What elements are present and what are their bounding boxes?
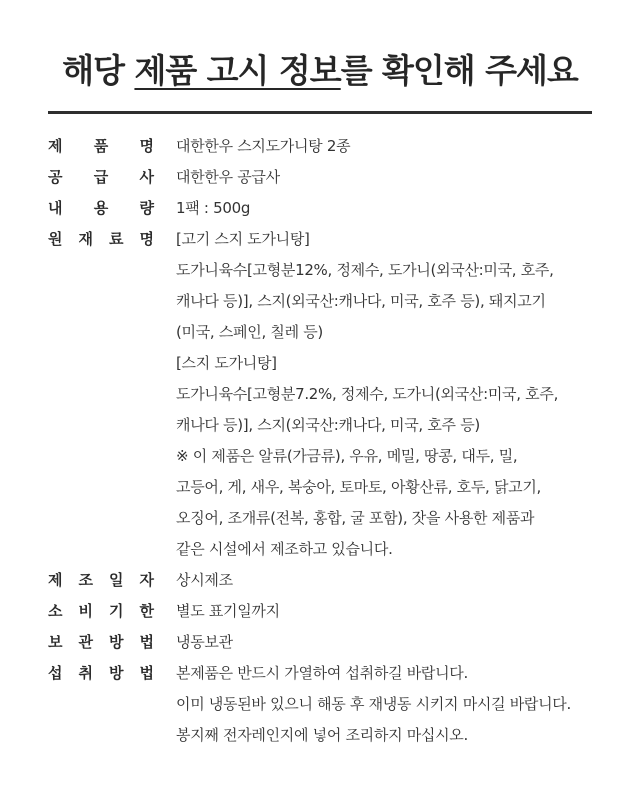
info-value-line: 별도 표기일까지 xyxy=(176,602,280,620)
info-value-line: [고기 스지 도가니탕] xyxy=(176,230,310,248)
info-row xyxy=(48,565,608,596)
info-table xyxy=(48,131,608,751)
info-value xyxy=(176,162,608,193)
info-value xyxy=(176,565,608,596)
info-value-line: 캐나다 등)], 스지(외국산:캐나다, 미국, 호주 등) xyxy=(176,416,480,434)
info-label xyxy=(48,627,154,658)
info-value-line: 냉동보관 xyxy=(176,633,233,651)
info-value-line: 도가니육수[고형분12%, 정제수, 도가니(외국산:미국, 호주, xyxy=(176,261,554,279)
info-label-char: 내 xyxy=(48,199,63,217)
info-label-char: 명 xyxy=(139,230,154,248)
info-label-char: 법 xyxy=(139,633,154,651)
info-label-char: 공 xyxy=(48,168,63,186)
page-title xyxy=(0,46,640,96)
info-label-char: 기 xyxy=(109,602,124,620)
info-row xyxy=(48,193,608,224)
info-value-line: 도가니육수[고형분7.2%, 정제수, 도가니(외국산:미국, 호주, xyxy=(176,385,559,403)
info-value-line: 상시제조 xyxy=(176,571,233,589)
info-row xyxy=(48,162,608,193)
info-label xyxy=(48,658,154,689)
info-row xyxy=(48,224,608,565)
info-label-char: 관 xyxy=(78,633,93,651)
info-label-char: 제 xyxy=(48,137,63,155)
info-value-line: 같은 시설에서 제조하고 있습니다. xyxy=(176,540,393,558)
info-value xyxy=(176,131,608,162)
info-row xyxy=(48,596,608,627)
info-label-char: 소 xyxy=(48,602,63,620)
info-label xyxy=(48,565,154,596)
info-value-line: 오징어, 조개류(전복, 홍합, 굴 포함), 잣을 사용한 제품과 xyxy=(176,509,535,527)
info-value xyxy=(176,627,608,658)
info-label-char: 섭 xyxy=(48,664,63,682)
info-label-char: 법 xyxy=(139,664,154,682)
info-label-char: 방 xyxy=(109,664,124,682)
info-label-char: 재 xyxy=(78,230,93,248)
info-label-char: 일 xyxy=(109,571,124,589)
info-value-line: 고등어, 게, 새우, 복숭아, 토마토, 아황산류, 호두, 닭고기, xyxy=(176,478,542,496)
info-value xyxy=(176,224,608,565)
info-label-char: 급 xyxy=(93,168,109,186)
info-label xyxy=(48,162,154,193)
info-value-line: 캐나다 등)], 스지(외국산:캐나다, 미국, 호주 등), 돼지고기 xyxy=(176,292,546,310)
info-value-line: 봉지째 전자레인지에 넣어 조리하지 마십시오. xyxy=(176,726,468,744)
info-label-char: 한 xyxy=(139,602,154,620)
info-row xyxy=(48,627,608,658)
info-label-char: 품 xyxy=(93,137,109,155)
info-label-char: 원 xyxy=(48,230,63,248)
info-label-char: 사 xyxy=(139,168,154,186)
info-label xyxy=(48,596,154,627)
info-label-char: 보 xyxy=(48,633,63,651)
info-label xyxy=(48,131,154,162)
info-label-char: 방 xyxy=(109,633,124,651)
info-row xyxy=(48,131,608,162)
info-label-char: 명 xyxy=(139,137,154,155)
info-label xyxy=(48,193,154,224)
title-prefix: 해당 xyxy=(62,51,135,90)
info-label-char: 제 xyxy=(48,571,63,589)
info-label-char: 료 xyxy=(109,230,124,248)
info-value-line: 본제품은 반드시 가열하여 섭취하길 바랍니다. xyxy=(176,664,468,682)
info-value-line: [스지 도가니탕] xyxy=(176,354,277,372)
title-underlined: 제품 고시 정보 xyxy=(134,51,341,90)
info-row xyxy=(48,658,608,751)
title-suffix: 를 확인해 주세요 xyxy=(340,51,578,90)
info-value xyxy=(176,658,608,751)
info-label-char: 자 xyxy=(139,571,154,589)
title-divider xyxy=(48,111,592,114)
info-value-line: 대한한우 공급사 xyxy=(176,168,280,186)
info-value xyxy=(176,193,608,224)
info-value-line: ※ 이 제품은 알류(가금류), 우유, 메밀, 땅콩, 대두, 밀, xyxy=(176,447,518,465)
info-value-line: 이미 냉동된바 있으니 해동 후 재냉동 시키지 마시길 바랍니다. xyxy=(176,695,571,713)
info-value-line: (미국, 스페인, 칠레 등) xyxy=(176,323,323,341)
info-label-char: 취 xyxy=(78,664,93,682)
info-value xyxy=(176,596,608,627)
info-label-char: 조 xyxy=(78,571,93,589)
info-value-line: 대한한우 스지도가니탕 2종 xyxy=(176,137,351,155)
info-label-char: 비 xyxy=(78,602,93,620)
info-value-line: 1팩 : 500g xyxy=(176,199,251,217)
info-label-char: 용 xyxy=(93,199,109,217)
info-label xyxy=(48,224,154,255)
info-label-char: 량 xyxy=(139,199,154,217)
